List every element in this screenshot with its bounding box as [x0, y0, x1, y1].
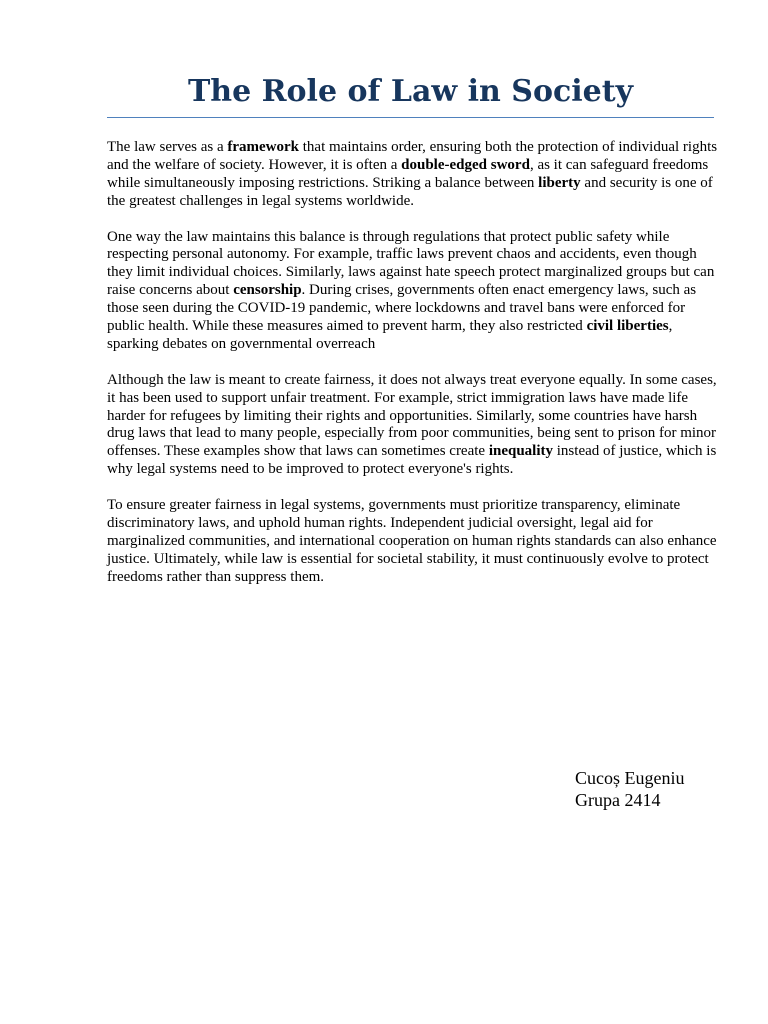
paragraph-text: and security is one of the greatest challenges in legal systems worldwide.	[107, 174, 713, 209]
paragraph-text: The law serves as a	[107, 139, 228, 155]
body-paragraph	[107, 139, 719, 211]
document-title: The Role of Law in Society	[187, 74, 634, 109]
signature-block	[575, 767, 685, 811]
emphasized-term: double-edged sword	[401, 156, 530, 173]
emphasized-term: framework	[227, 139, 300, 155]
emphasized-term: liberty	[538, 174, 581, 191]
emphasized-term: civil liberties	[586, 318, 669, 335]
document-body	[107, 139, 719, 605]
paragraph-text: . During crises, governments often enact emergency laws, such as those seen during the COVID-19 pandemic, where lockdowns and travel bans were enforced for public health. While these measures aimed to prevent harm, they also restricted	[107, 282, 697, 335]
body-paragraph	[107, 229, 719, 354]
title-underline	[107, 117, 714, 118]
body-paragraph	[107, 372, 719, 479]
paragraph-text: , sparking debates on governmental overreach	[107, 318, 673, 352]
emphasized-term: censorship	[233, 282, 302, 299]
paragraph-text: To ensure greater fairness in legal systems, governments must prioritize transparency, eliminate discriminatory laws, and uphold human rights. Independent judicial oversight, legal aid for marginalized communities, and international cooperation on human rights standards can also enhance justice. Ultimately, while law is essential for societal stability, it must continuously evolve to protect freedoms rather than suppress them.	[107, 497, 717, 585]
paragraph-text: One way the law maintains this balance is through regulations that protect public safety while respecting personal autonomy. For example, traffic laws prevent chaos and accidents, even though they limit individual choices. Similarly, laws against hate speech protect marginalized groups but can raise concerns about	[107, 228, 715, 299]
author-group: Grupa 2414	[575, 790, 661, 810]
paragraph-text: that maintains order, ensuring both the protection of individual rights and the welfare of society. However, it is often a	[107, 139, 718, 173]
paragraph-text: instead of justice, which is why legal systems need to be improved to protect everyone's rights.	[107, 443, 717, 478]
author-name: Cucoș Eugeniu	[575, 768, 685, 788]
paragraph-text: , as it can safeguard freedoms while simultaneously imposing restrictions. Striking a balance between	[107, 156, 709, 191]
paragraph-text: Although the law is meant to create fairness, it does not always treat everyone equally. In some cases, it has been used to support unfair treatment. For example, strict immigration laws have made life harder for refugees by limiting their rights and opportunities. Similarly, some countries have harsh drug laws that lead to many people, especially from poor communities, being sent to prison for minor offenses. These examples show that laws can sometimes create	[107, 371, 717, 460]
body-paragraph	[107, 497, 719, 587]
emphasized-term: inequality	[488, 443, 554, 460]
